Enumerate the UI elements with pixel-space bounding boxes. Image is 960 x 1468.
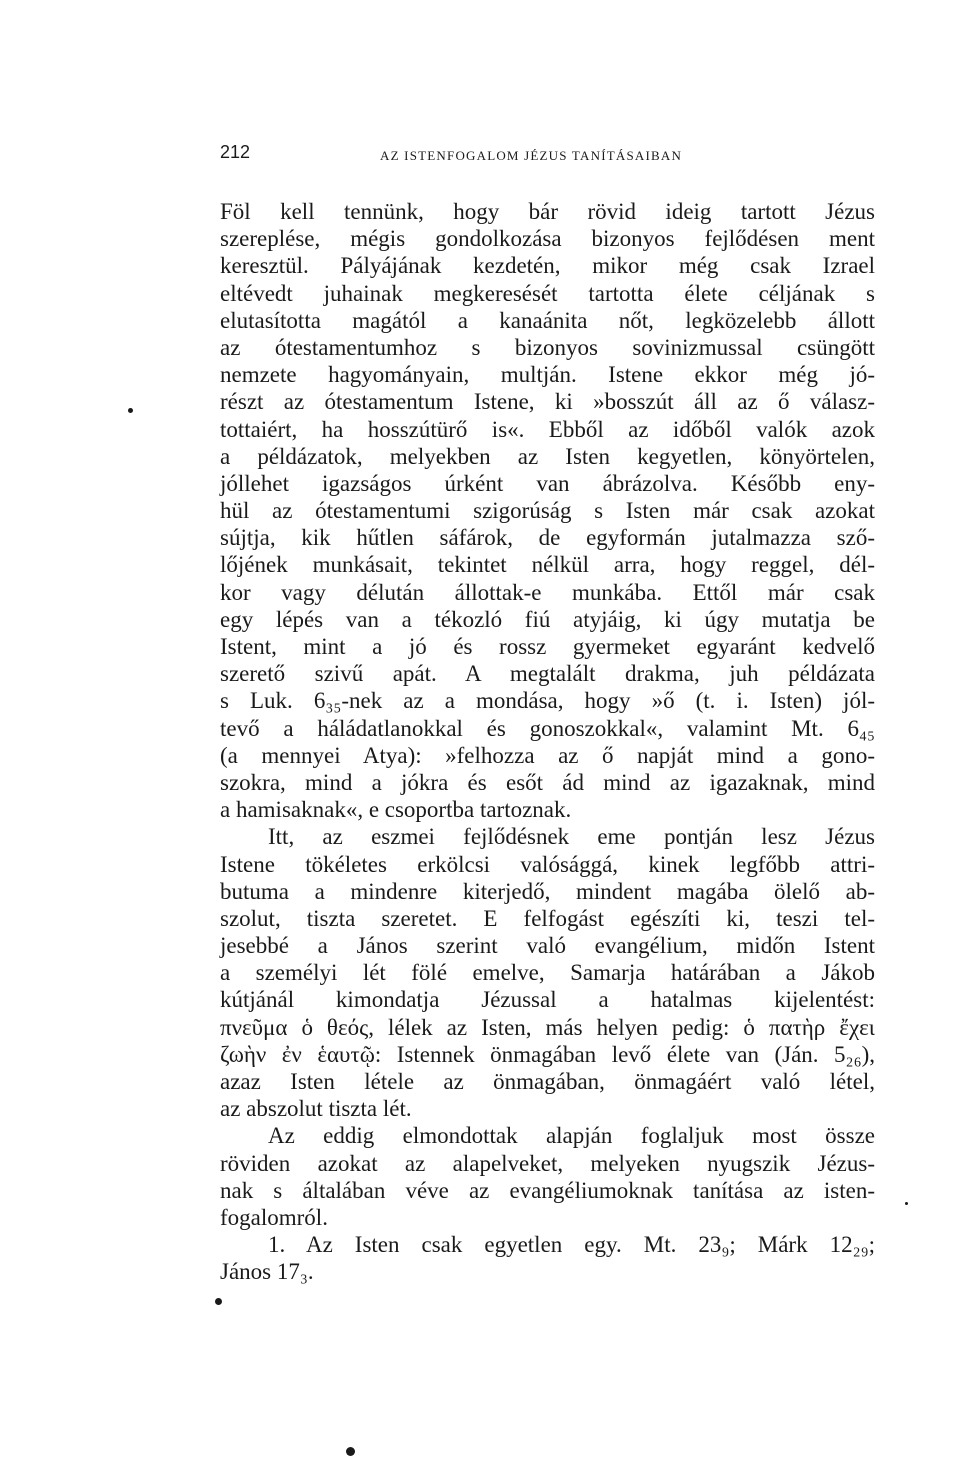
text-line: elutasította magától a kanaánita nőt, legközelebb állott [220,307,875,333]
text-line: tevő a háládatlanokkal és gonoszokkal«, valamint Mt. 6₄₅ [220,715,875,741]
page-number: 212 [220,142,251,162]
text-line: ζωὴν ἐν ἑαυτῷ: Istennek önmagában levő élete van (Ján. 5₂₆), [220,1041,875,1067]
text-line: lőjének munkásait, tekintet nélkül arra, hogy reggel, dél- [220,552,875,578]
text-line: az abszolut tiszta lét. [220,1096,412,1122]
text-line: fogalomról. [220,1204,328,1230]
text-line: s Luk. 6₃₅-nek az a mondása, hogy »ő (t. i. Isten) jól- [220,688,875,714]
list-item: 1. Az Isten csak egyetlen egy. Mt. 23₉; Márk 12₂₉; [268,1232,875,1258]
text-line: a személyi lét fölé emelve, Samarja határában a Jákob [220,960,875,986]
text-line: az ótestamentumhoz s bizonyos sovinizmussal csüngött [220,334,875,360]
text-line: eltévedt juhainak megkeresését tartotta élete céljának s [220,280,875,306]
text-line: (a mennyei Atya): »felhozza az ő napját mind a gono- [220,742,875,768]
text-line: szerető szivű apát. A megtalált drakma, juh példázata [220,661,875,687]
text-line: Itt, az eszmei fejlődésnek eme pontján lesz Jézus [268,824,875,850]
running-head: AZ ISTENFOGALOM JÉZUS TANÍTÁSAIBAN [380,148,683,163]
text-line: részt az ótestamentum Istene, ki »bosszút áll az ő válasz- [220,389,875,415]
scan-speck [215,1298,222,1305]
text-line: János 17₃. [220,1259,314,1285]
text-line: butuma a mindenre kiterjedő, mindent magába ölelő ab- [220,878,875,904]
text-line: Föl kell tennünk, hogy bár rövid ideig tartott Jézus [220,199,875,224]
text-line: röviden azokat az alapelveket, melyeken nyugszik Jézus- [220,1150,875,1176]
text-line: tottaiért, ha hosszútürő is«. Ebből az időből valók azok [220,416,875,442]
page-header [220,142,875,172]
text-line: hül az ótestamentumi szigorúság s Isten már csak azokat [220,498,875,524]
text-line: Istene tökéletes erkölcsi valósággá, kinek legfőbb attri- [220,851,875,877]
text-line: egy lépés van a tékozló fiú atyjáig, ki úgy mutatja be [220,606,875,632]
text-line: jesebbé a János szerint való evangélium, midőn Istent [220,933,875,959]
text-line: jóllehet igazságos úrként van ábrázolva. Később eny- [220,470,875,496]
text-line: keresztül. Pályájának kezdetén, mikor még csak Izrael [220,253,875,279]
scan-speck [346,1447,355,1456]
text-line: kor vagy délután állottak-e munkába. Ettől már csak [220,579,875,605]
text-line: Istent, mint a jó és rossz gyermeket egyaránt kedvelő [220,634,875,659]
text-line: sújtja, kik hűtlen sáfárok, de egyformán jutalmazza sző- [220,525,875,551]
text-line: nak s általában véve az evangéliumoknak tanítása az isten- [220,1177,875,1203]
text-line: πνεῦμα ὁ θεός, lélek az Isten, más helyen pedig: ὁ πατὴρ ἔχει [220,1014,875,1040]
scan-speck [128,408,133,413]
text-line: szereplése, mégis gondolkozása bizonyos fejlődésen ment [220,226,875,252]
text-line: kútjánál kimondatja Jézussal a hatalmas kijelentést: [220,987,875,1013]
text-line: a példázatok, melyekben az Isten kegyetlen, könyörtelen, [220,443,875,469]
text-line: a hamisaknak«, e csoportba tartoznak. [220,797,572,823]
text-line: szokra, mind a jókra és esőt ád mind az igazaknak, mind [220,769,875,795]
scan-speck [905,1202,908,1205]
text-line: szolut, tiszta szeretet. E felfogást egészíti ki, teszi tel- [220,905,875,931]
text-line: nemzete hagyományain, multján. Istene ekkor még jó- [220,362,875,388]
text-line: Az eddig elmondottak alapján foglaljuk most össze [268,1123,875,1149]
text-line: azaz Isten létele az önmagában, önmagáért való létel, [220,1069,875,1094]
body-text [220,198,875,1286]
